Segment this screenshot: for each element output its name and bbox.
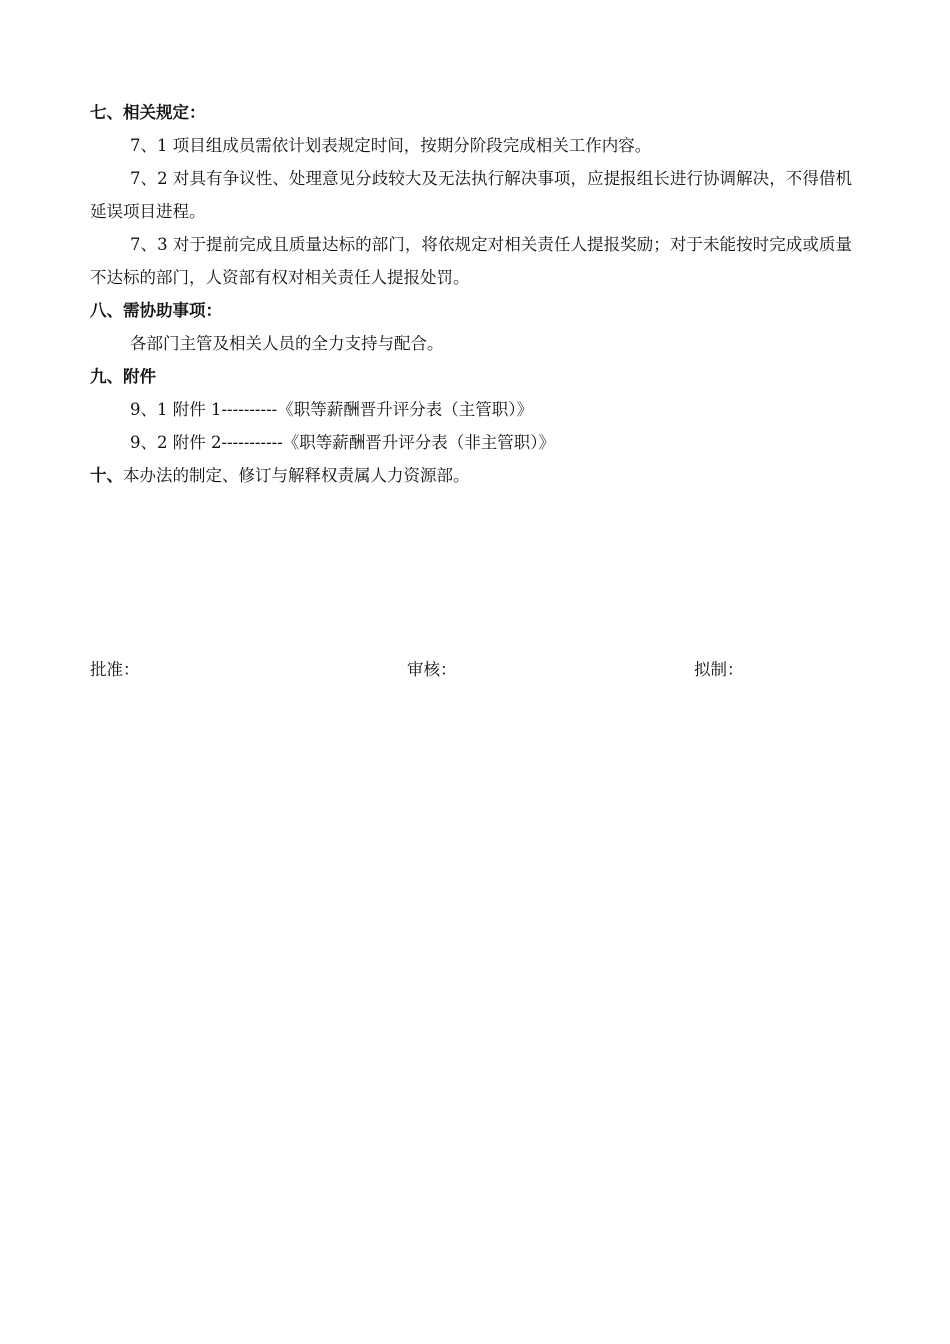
approve-label: 批准： (90, 660, 140, 679)
draft-label: 拟制： (694, 660, 744, 679)
attachment-1: 9、1 附件 1----------《职等薪酬晋升评分表（主管职）》 (130, 400, 533, 419)
section-8-body: 各部门主管及相关人员的全力支持与配合。 (130, 334, 444, 353)
section-7-heading: 七、相关规定： (90, 103, 206, 122)
document-body (90, 96, 852, 492)
signature-row (90, 655, 852, 685)
section-10-heading: 十、 (90, 466, 123, 485)
section-7-item-2: 7、2 对具有争议性、处理意见分歧较大及无法执行解决事项，应提报组长进行协调解决，不得借机延误项目进程。 (90, 169, 852, 221)
section-7-item-1: 7、1 项目组成员需依计划表规定时间，按期分阶段完成相关工作内容。 (130, 136, 652, 155)
section-7-item-3: 7、3 对于提前完成且质量达标的部门，将依规定对相关责任人提报奖励；对于未能按时完成或质量不达标的部门，人资部有权对相关责任人提报处罚。 (90, 235, 852, 287)
section-10-body: 本办法的制定、修订与解释权责属人力资源部。 (123, 466, 470, 485)
section-9-heading: 九、附件 (90, 367, 156, 386)
section-8-heading: 八、需协助事项： (90, 301, 222, 320)
review-label: 审核： (407, 660, 457, 679)
attachment-2: 9、2 附件 2-----------《职等薪酬晋升评分表（非主管职）》 (130, 433, 556, 452)
section-10 (90, 459, 852, 492)
